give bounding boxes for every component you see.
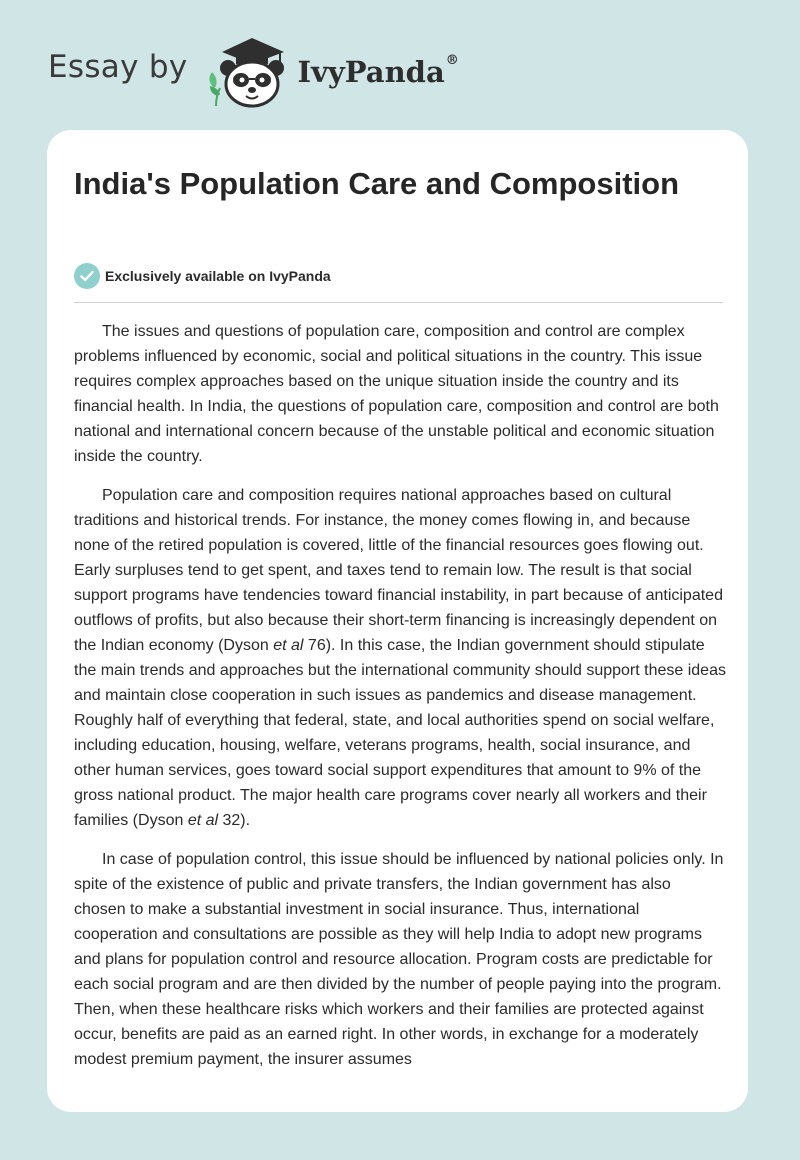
paragraph-1: The issues and questions of population care, composition and control are complex problems influenced by economic, social and political situations in the country. This issue requires complex approaches based on the unique situation inside the country and its financial health. In India, the questions of population care, composition and control are both national and international concern because of the unstable political and economic situation inside the country. (74, 323, 719, 465)
citation-et-al: et al (273, 637, 304, 654)
registered-mark: ® (445, 53, 459, 68)
exclusive-badge-text: Exclusively available on IvyPanda (105, 268, 331, 284)
paragraph-2-text-e: 32). (218, 812, 251, 829)
panda-logo-icon[interactable] (202, 30, 298, 110)
essay-card (47, 130, 748, 1112)
brand-prefix: Essay by (48, 49, 188, 85)
brand-header (48, 30, 459, 110)
paragraph-2 (74, 483, 726, 833)
brand-name-text: IvyPanda (297, 55, 445, 89)
brand-name (298, 55, 459, 89)
citation-et-al: et al (187, 812, 219, 829)
paragraph-2-text-c: 76). In this case, the Indian government should stipulate the main trends and approaches but the international community should support these ideas and maintain close cooperation in such issues as pandemics and disease management. Roughly half of everything that federal, state, and local authorities spend on social welfare, including education, housing, welfare, veterans programs, health, social insurance, and other human services, goes toward social support expenditures that amount to 9% of the gross national product. The major health care programs cover nearly all workers and their families (Dyson (74, 637, 726, 829)
essay-body (74, 319, 726, 1086)
page-title: India's Population Care and Composition (74, 166, 680, 201)
divider (74, 302, 723, 303)
paragraph-2-text-a: Population care and composition requires national approaches based on cultural traditions and historical trends. For instance, the money comes flowing in, and because none of the retired population is covered, little of the financial resources goes flowing out. Early surpluses tend to get spent, and taxes tend to remain low. The result is that social support programs have tendencies toward financial instability, in part because of anticipated outflows of profits, but also because their short-term financing is increasingly dependent on the Indian economy (Dyson (74, 487, 723, 654)
paragraph-3: In case of population control, this issue should be influenced by national policies only. In spite of the existence of public and private transfers, the Indian government has also chosen to make a substantial investment in social insurance. Thus, international cooperation and consultations are possible as they will help India to adopt new programs and plans for population control and resource allocation. Program costs are predictable for each social program and are then divided by the number of people paying into the program. Then, when these healthcare risks which workers and their families are protected against occur, benefits are paid as an earned right. In other words, in exchange for a moderately modest premium payment, the insurer assumes (74, 851, 724, 1068)
checkmark-icon (74, 263, 100, 289)
exclusive-badge (74, 263, 331, 289)
